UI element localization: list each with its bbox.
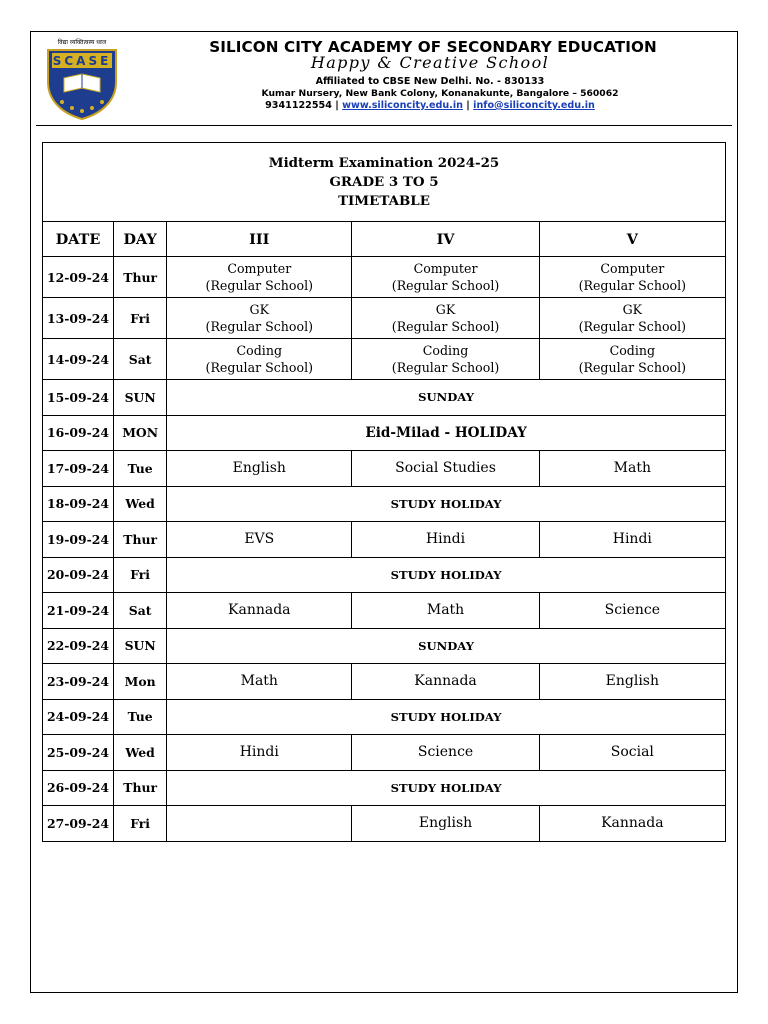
- subject-name: Computer: [413, 261, 478, 276]
- table-row: [43, 806, 726, 842]
- day-cell: Wed: [114, 735, 167, 771]
- grade-range: GRADE 3 TO 5: [329, 173, 439, 190]
- subject-note: (Regular School): [205, 278, 314, 293]
- column-header-grade-4: IV: [352, 222, 539, 257]
- holiday-cell: Eid-Milad - HOLIDAY: [167, 415, 726, 451]
- day-cell: MON: [114, 415, 167, 451]
- timetable-heading: TIMETABLE: [338, 192, 430, 209]
- table-row: [43, 593, 726, 629]
- subject-cell: EVS: [167, 522, 352, 558]
- subject-cell: Science: [539, 593, 725, 629]
- day-cell: Sat: [114, 339, 167, 380]
- timetable-body: [43, 257, 726, 842]
- subject-cell: [539, 257, 725, 298]
- subject-cell: Hindi: [539, 522, 725, 558]
- column-header-date: DATE: [43, 222, 114, 257]
- date-cell: 13-09-24: [43, 298, 114, 339]
- column-header-grade-5: V: [539, 222, 725, 257]
- contact-separator: |: [335, 100, 339, 111]
- subject-cell: [167, 806, 352, 842]
- holiday-cell: STUDY HOLIDAY: [167, 557, 726, 593]
- table-row: [43, 380, 726, 416]
- table-row: [43, 298, 726, 339]
- subject-note: (Regular School): [391, 360, 500, 375]
- column-header-day: DAY: [114, 222, 167, 257]
- subject-note: (Regular School): [578, 360, 687, 375]
- subject-cell: Math: [352, 593, 539, 629]
- affiliation-line: Affiliated to CBSE New Delhi. No. - 830133: [315, 76, 545, 87]
- day-cell: Wed: [114, 486, 167, 522]
- day-cell: SUN: [114, 380, 167, 416]
- table-row: [43, 557, 726, 593]
- subject-cell: [167, 339, 352, 380]
- subject-cell: English: [539, 664, 725, 700]
- subject-cell: English: [352, 806, 539, 842]
- subject-cell: Math: [539, 451, 725, 487]
- subject-cell: [539, 298, 725, 339]
- subject-cell: Hindi: [167, 735, 352, 771]
- subject-cell: English: [167, 451, 352, 487]
- day-cell: Fri: [114, 298, 167, 339]
- day-cell: Tue: [114, 451, 167, 487]
- subject-note: (Regular School): [578, 278, 687, 293]
- date-cell: 16-09-24: [43, 415, 114, 451]
- subject-name: Coding: [422, 343, 469, 358]
- exam-title: Midterm Examination 2024-25: [268, 154, 500, 171]
- subject-cell: [352, 257, 539, 298]
- school-name: SILICON CITY ACADEMY OF SECONDARY EDUCATION: [209, 38, 657, 56]
- subject-name: GK: [249, 302, 270, 317]
- table-row: [43, 699, 726, 735]
- subject-cell: Social: [539, 735, 725, 771]
- date-cell: 24-09-24: [43, 699, 114, 735]
- holiday-cell: SUNDAY: [167, 628, 726, 664]
- date-cell: 26-09-24: [43, 770, 114, 806]
- table-row: [43, 339, 726, 380]
- subject-cell: Kannada: [167, 593, 352, 629]
- date-cell: 27-09-24: [43, 806, 114, 842]
- letterhead: [30, 31, 738, 125]
- date-cell: 23-09-24: [43, 664, 114, 700]
- school-tagline: Happy & Creative School: [310, 53, 550, 72]
- subject-cell: [352, 339, 539, 380]
- school-logo: [42, 39, 122, 121]
- table-row: [43, 451, 726, 487]
- subject-cell: Social Studies: [352, 451, 539, 487]
- table-row: [43, 257, 726, 298]
- subject-name: Coding: [236, 343, 283, 358]
- header-divider: [36, 125, 732, 126]
- table-row: [43, 735, 726, 771]
- subject-cell: Science: [352, 735, 539, 771]
- subject-note: (Regular School): [578, 319, 687, 334]
- date-cell: 25-09-24: [43, 735, 114, 771]
- day-cell: Sat: [114, 593, 167, 629]
- table-row: [43, 628, 726, 664]
- contact-separator: |: [466, 100, 470, 111]
- date-cell: 18-09-24: [43, 486, 114, 522]
- subject-name: Coding: [609, 343, 656, 358]
- table-row: [43, 770, 726, 806]
- holiday-cell: SUNDAY: [167, 380, 726, 416]
- table-row: [43, 415, 726, 451]
- school-address: Kumar Nursery, New Bank Colony, Konanakunte, Bangalore – 560062: [261, 88, 619, 99]
- date-cell: 12-09-24: [43, 257, 114, 298]
- subject-cell: Kannada: [539, 806, 725, 842]
- subject-cell: Hindi: [352, 522, 539, 558]
- day-cell: Fri: [114, 557, 167, 593]
- email-link[interactable]: info@siliconcity.edu.in: [473, 100, 595, 111]
- holiday-cell: STUDY HOLIDAY: [167, 770, 726, 806]
- subject-name: GK: [622, 302, 643, 317]
- day-cell: Thur: [114, 770, 167, 806]
- table-row: [43, 664, 726, 700]
- day-cell: Thur: [114, 257, 167, 298]
- subject-note: (Regular School): [391, 319, 500, 334]
- holiday-cell: STUDY HOLIDAY: [167, 486, 726, 522]
- subject-cell: [539, 339, 725, 380]
- school-crest-icon: [42, 48, 122, 120]
- contact-line: [150, 100, 710, 111]
- date-cell: 21-09-24: [43, 593, 114, 629]
- date-cell: 19-09-24: [43, 522, 114, 558]
- website-link[interactable]: www.siliconcity.edu.in: [342, 100, 463, 111]
- subject-cell: [352, 298, 539, 339]
- subject-note: (Regular School): [205, 360, 314, 375]
- day-cell: SUN: [114, 628, 167, 664]
- subject-name: Computer: [227, 261, 292, 276]
- subject-cell: Kannada: [352, 664, 539, 700]
- date-cell: 15-09-24: [43, 380, 114, 416]
- logo-motto: विद्या व्यक्तित्वस्य ध्वज: [57, 39, 107, 46]
- timetable-title: [43, 143, 726, 222]
- day-cell: Mon: [114, 664, 167, 700]
- subject-cell: [167, 298, 352, 339]
- table-row: [43, 486, 726, 522]
- subject-cell: [167, 257, 352, 298]
- date-cell: 14-09-24: [43, 339, 114, 380]
- subject-note: (Regular School): [391, 278, 500, 293]
- holiday-cell: STUDY HOLIDAY: [167, 699, 726, 735]
- subject-name: GK: [435, 302, 456, 317]
- date-cell: 22-09-24: [43, 628, 114, 664]
- day-cell: Tue: [114, 699, 167, 735]
- date-cell: 20-09-24: [43, 557, 114, 593]
- day-cell: Fri: [114, 806, 167, 842]
- phone-number: 9341122554: [265, 100, 332, 111]
- svg-text:SCASE: SCASE: [52, 54, 112, 68]
- table-row: [43, 522, 726, 558]
- subject-cell: Math: [167, 664, 352, 700]
- exam-timetable: [42, 142, 726, 842]
- column-header-row: [43, 222, 726, 257]
- column-header-grade-3: III: [167, 222, 352, 257]
- date-cell: 17-09-24: [43, 451, 114, 487]
- day-cell: Thur: [114, 522, 167, 558]
- subject-note: (Regular School): [205, 319, 314, 334]
- subject-name: Computer: [600, 261, 665, 276]
